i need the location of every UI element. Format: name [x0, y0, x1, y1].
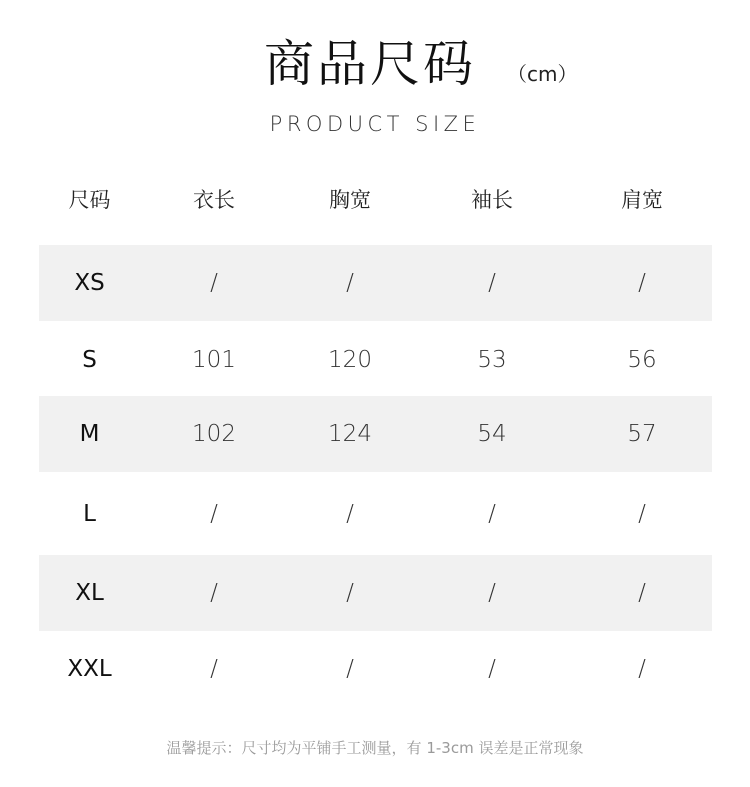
- length-cell: /: [210, 656, 218, 682]
- sleeve-cell: /: [488, 501, 496, 527]
- shoulder-cell: /: [638, 501, 646, 527]
- table-row: [39, 322, 712, 398]
- shoulder-cell: 56: [627, 347, 657, 373]
- table-row: [39, 245, 712, 321]
- size-cell: XL: [75, 580, 104, 606]
- table-row: [39, 555, 712, 631]
- column-header-sleeve: 袖长: [471, 188, 513, 212]
- sleeve-cell: /: [488, 656, 496, 682]
- size-cell: L: [83, 501, 96, 527]
- chest-cell: /: [346, 580, 354, 606]
- table-row: [39, 396, 712, 472]
- length-cell: 101: [192, 347, 236, 373]
- size-cell: XXL: [67, 656, 112, 682]
- chest-cell: /: [346, 270, 354, 296]
- table-row: [39, 631, 712, 707]
- length-cell: 102: [192, 421, 236, 447]
- column-header-chest: 胸宽: [329, 188, 371, 212]
- length-cell: /: [210, 501, 218, 527]
- shoulder-cell: /: [638, 656, 646, 682]
- column-header-length: 衣长: [193, 188, 235, 212]
- table-row: [39, 476, 712, 552]
- sleeve-cell: /: [488, 270, 496, 296]
- length-cell: /: [210, 580, 218, 606]
- size-cell: S: [82, 347, 97, 373]
- chest-cell: /: [346, 656, 354, 682]
- sleeve-cell: /: [488, 580, 496, 606]
- column-header-size: 尺码: [68, 188, 111, 212]
- chest-cell: 124: [328, 421, 372, 447]
- page-subtitle: PRODUCT SIZE: [269, 112, 481, 136]
- table-header: [39, 160, 712, 238]
- shoulder-cell: 57: [627, 421, 657, 447]
- chest-cell: 120: [328, 347, 372, 373]
- shoulder-cell: /: [638, 580, 646, 606]
- sleeve-cell: 53: [477, 347, 507, 373]
- sleeve-cell: 54: [477, 421, 507, 447]
- size-cell: XS: [74, 270, 105, 296]
- measurement-note: 温馨提示：尺寸均为平铺手工测量，有 1-3cm 误差是正常现象: [166, 739, 584, 757]
- unit-label: （cm）: [507, 62, 578, 86]
- column-header-shoulder: 肩宽: [621, 188, 663, 212]
- size-cell: M: [79, 421, 100, 447]
- shoulder-cell: /: [638, 270, 646, 296]
- title-block: [0, 28, 750, 108]
- chest-cell: /: [346, 501, 354, 527]
- page-title: 商品尺码: [264, 35, 476, 93]
- length-cell: /: [210, 270, 218, 296]
